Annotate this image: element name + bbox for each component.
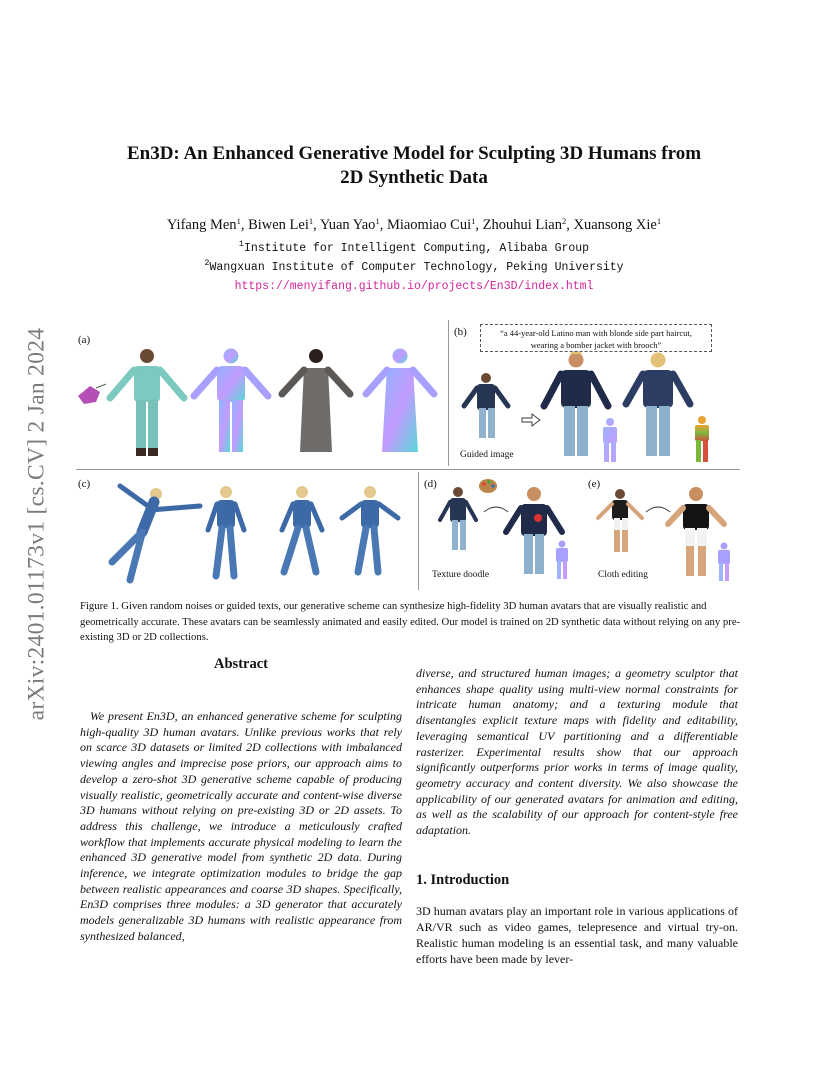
cloth-normal-avatar	[718, 543, 730, 582]
palette-icon	[479, 479, 497, 493]
panel-a-illustration	[76, 320, 444, 466]
generated-avatar-back	[626, 353, 690, 457]
author-affiliation-mark: 1	[236, 216, 241, 226]
animated-avatar-pose-2	[208, 486, 244, 576]
author-affiliation-mark: 1	[308, 216, 314, 226]
curved-arrow-icon	[484, 507, 508, 512]
author-name: Yifang Men	[166, 217, 237, 233]
texture-source-avatar	[440, 487, 476, 550]
author-name: Zhouhui Lian	[482, 217, 562, 233]
texture-normal-avatar	[556, 541, 568, 580]
panel-divider	[418, 472, 419, 590]
panel-a-label: (a)	[78, 334, 91, 346]
panel-c-illustration	[76, 472, 414, 590]
semantic-avatar	[695, 416, 709, 462]
noise-shape-icon	[78, 386, 100, 404]
panel-e	[584, 472, 740, 590]
abstract-heading: Abstract	[214, 656, 268, 672]
affiliation-2: $^2$Wangxuan Institute of Computer Technology, Peking University	[204, 258, 624, 274]
generated-avatar-normal	[603, 418, 617, 462]
figure-caption: Figure 1. Given random noises or guided texts, our generative scheme can synthesize high-fidelity 3D human avatars that are visually realistic and geometrically accurate. These avatars can be seamlessly animated and easily edited. Our model is trained on 2D synthetic data without relying on any pre-existing 3D or 2D collections.	[80, 600, 741, 643]
author-list: Yifang Men$^1$, Biwen Lei$^1$, Yuan Yao$^1$, Miaomiao Cui$^1$, Zhouhui Lian$^2$, Xuansong Xie$^1$	[166, 216, 662, 233]
avatar-woman-textured	[282, 349, 350, 452]
introduction-text: 3D human avatars play an important role in various applications of AR/VR such as video games, telepresence and virtual try-on. Realistic human modeling is an essential task, and many valuable efforts have been made by lever-	[416, 904, 738, 966]
panel-divider	[448, 320, 449, 466]
abstract-text-continued: diverse, and structured human images; a geometry sculptor that enhances shape quality using multi-view normal constraints for intricate human anatomy; and a texturing module that disentangles explicit texture maps with fidelity and editability, leveraging semantical UV partitioning and a differentiable rasterizer. Experimental results show that our approach significantly outperforms prior works in terms of image quality, geometry accuracy and content diversity. We also showcase the applicability of our generated avatars for animation and editing, as well as the scalability of our approach for content-style free adaptation.	[416, 666, 738, 838]
introduction-heading: 1. Introduction	[416, 872, 510, 888]
affiliation-1: $^1$Institute for Intelligent Computing, Alibaba Group	[238, 239, 590, 255]
curved-arrow-icon	[646, 507, 670, 512]
panel-c	[76, 472, 414, 590]
animated-avatar-pose-4	[342, 486, 398, 572]
arrow-right-icon	[522, 414, 540, 426]
avatar-woman-normal	[366, 349, 434, 453]
panel-divider	[76, 469, 740, 470]
guided-image-avatar	[464, 373, 508, 438]
panel-d	[422, 472, 580, 590]
cloth-edited-avatar	[668, 487, 724, 576]
cloth-source-avatar	[598, 489, 642, 552]
animated-avatar-pose-3	[282, 486, 322, 572]
text-prompt-box: “a 44-year-old Latino man with blonde side part haircut, wearing a bomber jacket with brooch”	[480, 324, 712, 352]
cloth-editing-caption: Cloth editing	[598, 570, 648, 580]
panel-b-label: (b)	[454, 326, 467, 338]
texture-edited-avatar	[506, 487, 562, 574]
avatar-man-textured	[110, 349, 184, 456]
figure-1	[76, 320, 740, 590]
avatar-man-normal	[194, 349, 268, 453]
paper-title: En3D: An Enhanced Generative Model for Sculpting 3D Humans from 2D Synthetic Data	[126, 143, 702, 188]
panel-a	[76, 320, 444, 466]
author-affiliation-mark: 1	[656, 216, 662, 226]
guided-image-caption: Guided image	[460, 450, 514, 460]
panel-c-label: (c)	[78, 478, 91, 490]
author-affiliation-mark: 2	[561, 216, 567, 226]
author-name: Xuansong Xie	[573, 217, 657, 233]
author-affiliation-mark: 1	[471, 216, 476, 226]
author-name: Biwen Lei	[248, 217, 309, 233]
author-affiliation-mark: 1	[375, 216, 380, 226]
project-url-link[interactable]: https://menyifang.github.io/projects/En3D/index.html	[234, 280, 594, 293]
panel-e-label: (e)	[588, 478, 601, 490]
panel-d-label: (d)	[424, 478, 437, 490]
texture-doodle-caption: Texture doodle	[432, 570, 490, 580]
generated-avatar-front	[544, 351, 608, 456]
author-name: Yuan Yao	[319, 217, 376, 233]
author-name: Miaomiao Cui	[386, 217, 472, 233]
arxiv-identifier: arXiv:2401.01173v1 [cs.CV] 2 Jan 2024	[23, 327, 50, 721]
animated-avatar-pose-1	[112, 486, 200, 580]
abstract-text: We present En3D, an enhanced generative scheme for sculpting high-quality 3D human avatars. Unlike previous works that rely on scarce 3D datasets or limited 2D collections with imbalanced viewing angles and imprecise pose priors, our approach aims to develop a zero-shot 3D generative scheme capable of producing visually realistic, geometrically accurate and content-wise diverse 3D humans without relying on pre-existing 3D or 2D assets. To address this challenge, we introduce a meticulously crafted workflow that implements accurate physical modeling to learn the enhanced 3D generative model from synthetic 2D data. During inference, we integrate optimization modules to bridge the gap between realistic appearances and coarse 3D shapes. Specifically, En3D comprises three modules: a 3D generator that accurately models generalizable 3D humans with realistic appearance from synthesized balanced,	[80, 709, 402, 943]
